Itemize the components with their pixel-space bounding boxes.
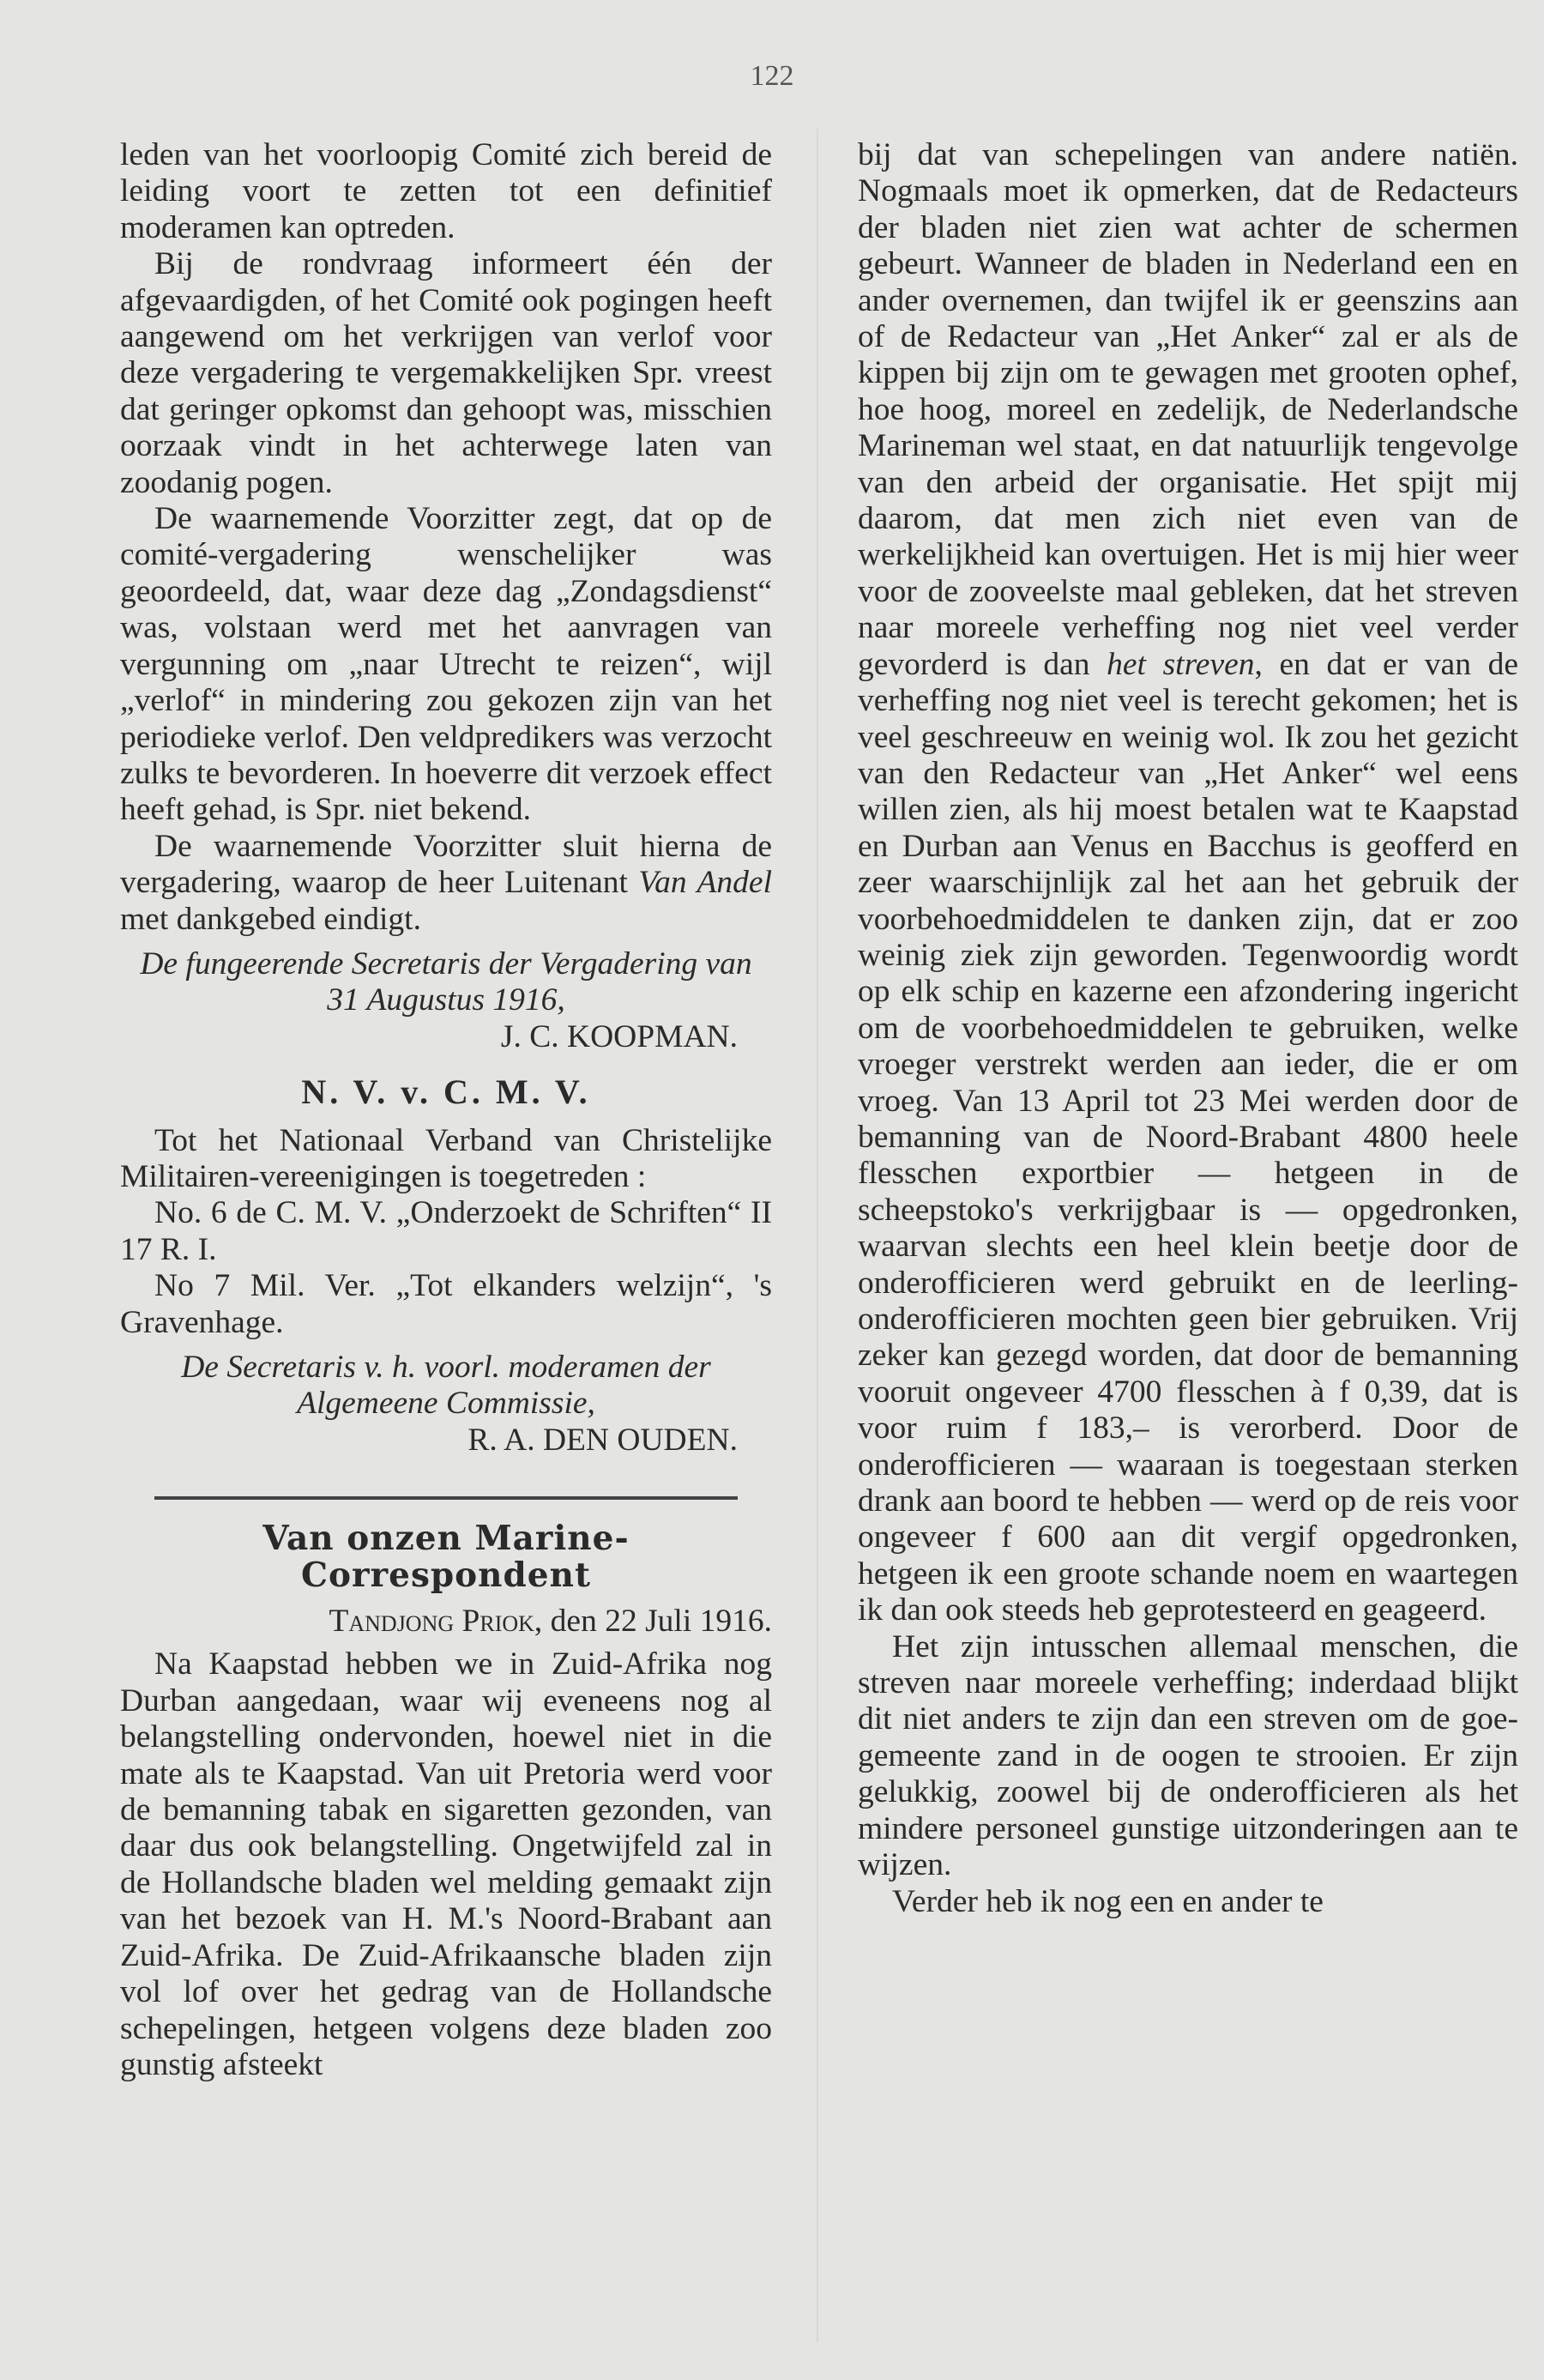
- page-number: 122: [750, 60, 794, 92]
- signature-name: J. C. KOOPMAN.: [500, 1018, 738, 1054]
- paragraph: Na Kaapstad hebben we in Zuid-Afrika nog Durban aangedaan, waar wij eveneens nog al belangstelling ondervonden, hoewel niet in die mate als te Kaapstad. Van uit Pretoria werd voor de bemanning tabak en sigaretten gezonden, van daar dus ook belangstelling. Ongetwijfeld zal in de Hollandsche bladen wel melding gemaakt zijn van het bezoek van H. M.'s Noord-Brabant aan Zuid-Afrika. De Zuid-Afrikaansche bladen zijn vol lof over het gedrag van de Hollandsche schepelingen, hetgeen volgens deze bladen zoo gunstig afsteekt: [120, 1646, 772, 2082]
- paragraph: Tot het Nationaal Verband van Christelijke Militairen-vereenigingen is toegetreden :: [120, 1122, 772, 1194]
- paragraph-text: bij dat van schepelingen van andere natiën. Nogmaals moet ik opmerken, dat de Redacteurs der bladen niet zien wat achter de schermen gebeurt. Wanneer de bladen in Nederland een en ander overnemen, dan twijfel ik er geenszins aan of de Redacteur van „Het Anker“ zal er als de kippen bij zijn om te gewagen met grooten ophef, hoe hoog, moreel en zedelijk, de Nederlandsche Marineman wel staat, en dat natuurlijk tengevolge van den arbeid der organisatie. Het spijt mij daarom, dat men zich niet even van de werkelijkheid kan overtuigen. Het is mij hier weer voor de zooveelste maal gebleken, dat het streven naar moreele verheffing nog niet veel verder gevorderd is dan: [858, 137, 1518, 682]
- paragraph-text: , en dat er van de verheffing nog niet veel is terecht gekomen; het is veel geschreeuw en weinig wol. Ik zou het gezicht van den Redacteur van „Het Anker“ wel eens willen zien, als hij moest betalen wat te Kaapstad en Durban aan Venus en Bacchus is geofferd en zeer waarschijnlijk zal het aan het gebruik der voorbehoedmiddelen te danken zijn, dat er zoo weinig ziek zijn geworden. Tegenwoordig wordt op elk schip en kazerne een afzondering ingericht om de voorbehoedmiddelen te gebruiken, welke vroeger verstrekt werden aan ieder, die er om vroeg. Van 13 April tot 23 Mei werden door de bemanning van de Noord-Brabant 4800 heele flesschen exportbier — hetgeen in de scheepstoko's verkrijgbaar is — opgedronken, waarvan slechts een heel klein beetje door de onderofficieren werd gebruikt en de leerling-onderofficieren mochten geen bier gebruiken. Vrij zeker kan gezegd worden, dat door de bemanning vooruit ongeveer 4700 flesschen à f 0,39, dat is voor ruim f 183,– is verorberd. Door de onderofficieren — waaraan is toegestaan sterken drank aan boord te hebben — werd op de reis voor ongeveer f 600 aan dit vergif opgedronken, hetgeen ik een groote schande noem en waartegen ik dan ook steeds heb geprotesteerd en geageerd.: [858, 646, 1518, 1628]
- right-column: [858, 137, 1518, 1920]
- column-gutter: [817, 129, 818, 2342]
- signature-name: R. A. DEN OUDEN.: [467, 1422, 738, 1458]
- signature-title: De Secretaris v. h. voorl. moderamen der Algemeene Commissie,: [181, 1350, 711, 1422]
- paragraph-text: met dankgebed eindigt.: [120, 901, 421, 937]
- paragraph-text: De waarnemende Voorzitter sluit hierna de vergadering, waarop de heer Luitenant: [120, 828, 772, 901]
- dateline: [120, 1604, 772, 1640]
- paragraph: leden van het voorloopig Comité zich bereid de leiding voort te zetten tot een definitief moderamen kan optreden.: [120, 137, 772, 245]
- dateline-date: , den 22 Juli 1916.: [534, 1604, 772, 1640]
- left-column: [120, 137, 772, 2083]
- divider: [154, 1496, 738, 1500]
- paragraph: [858, 137, 1518, 1629]
- emphasis: het streven: [1107, 646, 1255, 682]
- paragraph: [120, 829, 772, 938]
- paragraph: No. 6 de C. M. V. „Onderzoekt de Schriften“ II 17 R. I.: [120, 1195, 772, 1267]
- paragraph: No 7 Mil. Ver. „Tot elkanders welzijn“, 's Gravenhage.: [120, 1268, 772, 1340]
- paragraph: Bij de rondvraag informeert één der afgevaardigden, of het Comité ook pogingen heeft aangewend om het verkrijgen van verlof voor deze vergadering te vergemakkelijken Spr. vreest dat geringer opkomst dan gehoopt was, misschien oorzaak vindt in het achterwege laten van zoodanig pogen.: [120, 246, 772, 500]
- person-name: Van Andel: [638, 865, 772, 901]
- paragraph: Verder heb ik nog een en ander te: [892, 1883, 1324, 1919]
- dateline-place: Tandjong Priok: [329, 1604, 534, 1640]
- section-heading: N. V. v. C. M. V.: [301, 1072, 591, 1112]
- paragraph: De waarnemende Voorzitter zegt, dat op de comité-vergadering wenschelijker was geoordeeld, dat, waar deze dag „Zondagsdienst“ was, volstaan werd met het aanvragen van vergunning om „naar Utrecht te reizen“, wijl „verlof“ in mindering zou gekozen zijn van het periodieke verlof. Den veldpredikers was verzocht zulks te bevorderen. In hoeverre dit verzoek effect heeft gehad, is Spr. niet bekend.: [120, 501, 772, 828]
- article-title: Van onzen Marine-Correspondent: [262, 1519, 630, 1595]
- paragraph: Het zijn intusschen allemaal menschen, die streven naar moreele verheffing; inderdaad blijkt dit niet anders te zijn dan een streven om de goe-gemeente zand in de oogen te strooien. Er zijn gelukkig, zoowel bij de onderofficieren als het mindere personeel gunstige uitzonderingen aan te wijzen.: [858, 1628, 1518, 1883]
- signature-title: De fungeerende Secretaris der Vergadering van 31 Augustus 1916,: [140, 945, 752, 1018]
